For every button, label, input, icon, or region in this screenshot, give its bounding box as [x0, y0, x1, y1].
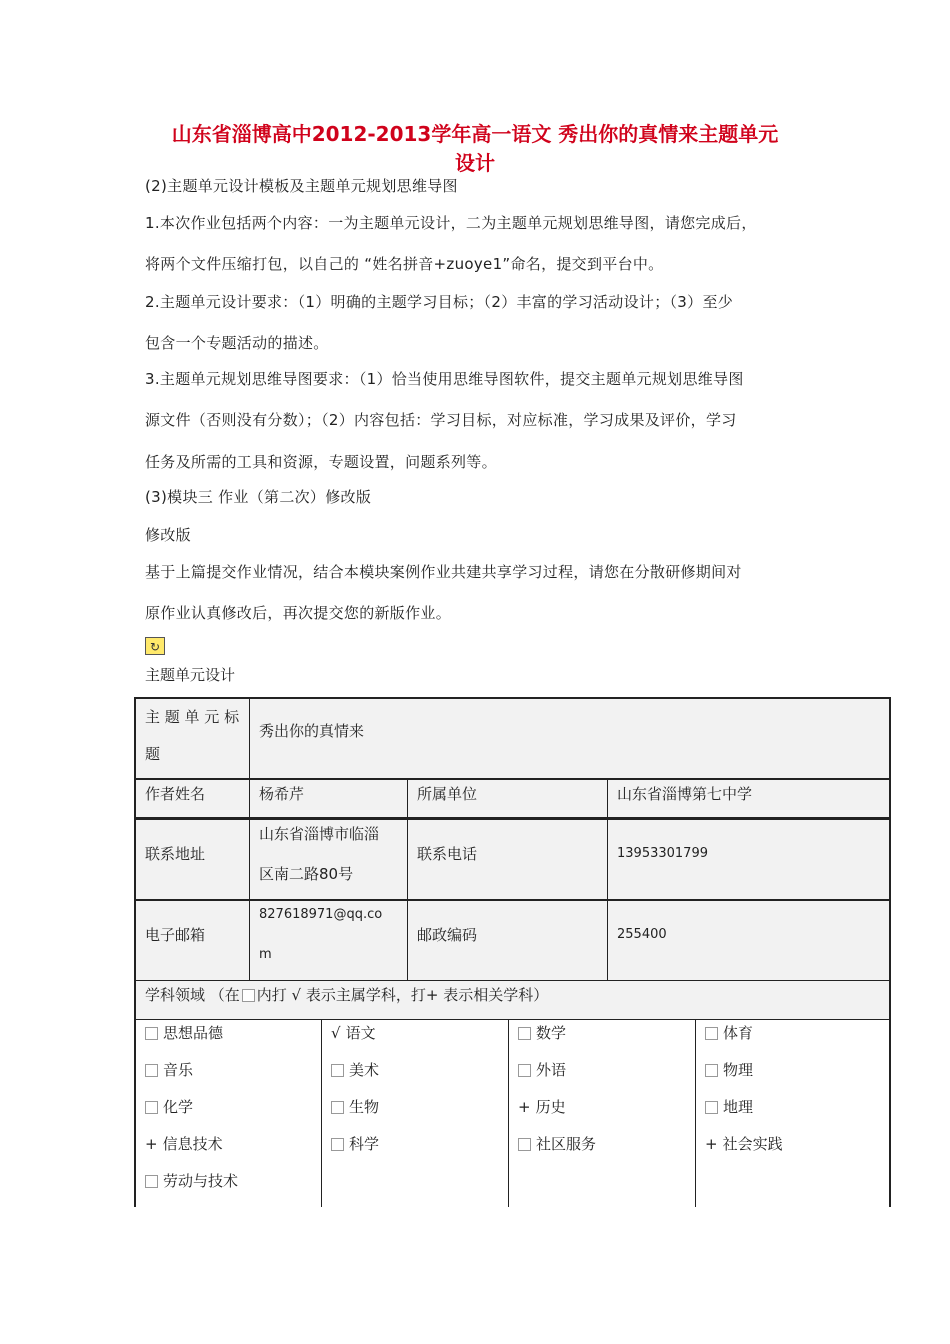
- document-title: [140, 120, 810, 178]
- checkbox-icon[interactable]: [518, 1027, 531, 1040]
- subject-label: 物理: [723, 1061, 754, 1079]
- subject-label: 音乐: [163, 1061, 194, 1079]
- paragraph-revision-label: 修改版: [145, 526, 191, 544]
- subject-mark: +: [518, 1098, 531, 1116]
- address-value-line-1[interactable]: 山东省淄博市临淄: [259, 825, 380, 843]
- author-value[interactable]: 杨希芹: [259, 785, 305, 803]
- subject-option[interactable]: [145, 1060, 193, 1080]
- postcode-value[interactable]: 255400: [617, 927, 667, 942]
- subject-option[interactable]: [331, 1023, 376, 1043]
- subject-option[interactable]: [145, 1171, 238, 1191]
- paragraph-requirement-3c: 任务及所需的工具和资源，专题设置，问题系列等。: [145, 453, 497, 471]
- subject-option[interactable]: [705, 1060, 753, 1080]
- document-title-line-1: 山东省淄博高中2012-2013学年高一语文 秀出你的真情来主题单元: [171, 122, 779, 146]
- subject-mark: +: [705, 1135, 718, 1153]
- subject-option[interactable]: [518, 1097, 566, 1117]
- unit-title-value[interactable]: 秀出你的真情来: [259, 722, 365, 740]
- phone-label: 联系电话: [417, 845, 478, 863]
- paragraph-requirement-3b: 源文件（否则没有分数）；（2）内容包括：学习目标，对应标准，学习成果及评价，学习: [145, 411, 737, 429]
- subject-area-header: [145, 975, 548, 1015]
- subject-header-part-1: 学科领域 （在: [145, 986, 240, 1004]
- checkbox-icon[interactable]: [705, 1064, 718, 1077]
- subject-option[interactable]: [145, 1023, 223, 1043]
- checkbox-icon[interactable]: [145, 1175, 158, 1188]
- email-label: 电子邮箱: [145, 926, 206, 944]
- paragraph-module-heading: (3)模块三 作业（第二次）修改版: [145, 488, 372, 506]
- subject-header-part-2: 内打 √ 表示主属学科，打+ 表示相关学科）: [256, 986, 549, 1004]
- unit-title-label-line-1: 主 题 单 元 标: [145, 708, 240, 726]
- subject-label: 社会实践: [722, 1135, 783, 1153]
- unit-design-form-table: [134, 697, 891, 1207]
- subject-option[interactable]: [145, 1134, 223, 1154]
- subject-label: 地理: [723, 1098, 754, 1116]
- subject-label: 历史: [535, 1098, 566, 1116]
- subject-label: 科学: [349, 1135, 380, 1153]
- paragraph-requirement-3a: 3.主题单元规划思维导图要求：（1）恰当使用思维导图软件，提交主题单元规划思维导图: [145, 370, 744, 388]
- checkbox-icon[interactable]: [331, 1138, 344, 1151]
- checkbox-icon[interactable]: [331, 1064, 344, 1077]
- subject-option[interactable]: [331, 1134, 379, 1154]
- subject-option[interactable]: [331, 1097, 379, 1117]
- section-label: 主题单元设计: [145, 666, 236, 684]
- subject-option[interactable]: [705, 1097, 753, 1117]
- checkbox-icon[interactable]: [518, 1138, 531, 1151]
- unit-label: 所属单位: [417, 785, 478, 803]
- email-value-line-2[interactable]: m: [259, 947, 272, 962]
- postcode-label: 邮政编码: [417, 926, 478, 944]
- subject-option[interactable]: [518, 1134, 596, 1154]
- attachment-icon[interactable]: ↻: [145, 637, 165, 655]
- subject-label: 生物: [349, 1098, 380, 1116]
- paragraph-requirement-2a: 2.主题单元设计要求：（1）明确的主题学习目标；（2）丰富的学习活动设计；（3）至少: [145, 293, 734, 311]
- checkbox-sample-icon: [242, 989, 255, 1002]
- checkbox-icon[interactable]: [518, 1064, 531, 1077]
- paragraph-requirement-1a: 1.本次作业包括两个内容：一为主题单元设计，二为主题单元规划思维导图，请您完成后，: [145, 214, 757, 232]
- subject-label: 劳动与技术: [163, 1172, 239, 1190]
- subject-label: 体育: [723, 1024, 754, 1042]
- subject-label: 外语: [536, 1061, 567, 1079]
- checkbox-icon[interactable]: [705, 1027, 718, 1040]
- paragraph-revision-1: 基于上篇提交作业情况，结合本模块案例作业共建共享学习过程，请您在分散研修期间对: [145, 563, 742, 581]
- subject-mark: √: [331, 1024, 341, 1042]
- subject-label: 美术: [349, 1061, 380, 1079]
- subject-option[interactable]: [331, 1060, 379, 1080]
- unit-value[interactable]: 山东省淄博第七中学: [617, 785, 753, 803]
- paragraph-template-heading: (2)主题单元设计模板及主题单元规划思维导图: [145, 177, 458, 195]
- checkbox-icon[interactable]: [705, 1101, 718, 1114]
- subject-label: 语文: [345, 1024, 376, 1042]
- checkbox-icon[interactable]: [145, 1101, 158, 1114]
- subject-label: 化学: [163, 1098, 194, 1116]
- checkbox-icon[interactable]: [331, 1101, 344, 1114]
- document-title-line-2: 设计: [455, 151, 495, 175]
- subject-label: 数学: [536, 1024, 567, 1042]
- subject-label: 思想品德: [163, 1024, 224, 1042]
- address-label: 联系地址: [145, 845, 206, 863]
- checkbox-icon[interactable]: [145, 1027, 158, 1040]
- paragraph-requirement-1b: 将两个文件压缩打包，以自己的 “姓名拼音+zuoye1”命名，提交到平台中。: [145, 255, 664, 273]
- email-value-line-1[interactable]: 827618971@qq.co: [259, 907, 383, 922]
- phone-value[interactable]: 13953301799: [617, 846, 708, 861]
- checkbox-icon[interactable]: [145, 1064, 158, 1077]
- subject-option[interactable]: [705, 1023, 753, 1043]
- author-label: 作者姓名: [145, 785, 206, 803]
- subject-label: 信息技术: [162, 1135, 223, 1153]
- subject-mark: +: [145, 1135, 158, 1153]
- unit-title-label-line-2: 题: [145, 745, 161, 763]
- paragraph-requirement-2b: 包含一个专题活动的描述。: [145, 334, 329, 352]
- paragraph-revision-2: 原作业认真修改后，再次提交您的新版作业。: [145, 604, 452, 622]
- address-value-line-2[interactable]: 区南二路80号: [259, 865, 354, 883]
- subject-option[interactable]: [145, 1097, 193, 1117]
- subject-option[interactable]: [705, 1134, 783, 1154]
- subject-label: 社区服务: [536, 1135, 597, 1153]
- subject-option[interactable]: [518, 1060, 566, 1080]
- subject-option[interactable]: [518, 1023, 566, 1043]
